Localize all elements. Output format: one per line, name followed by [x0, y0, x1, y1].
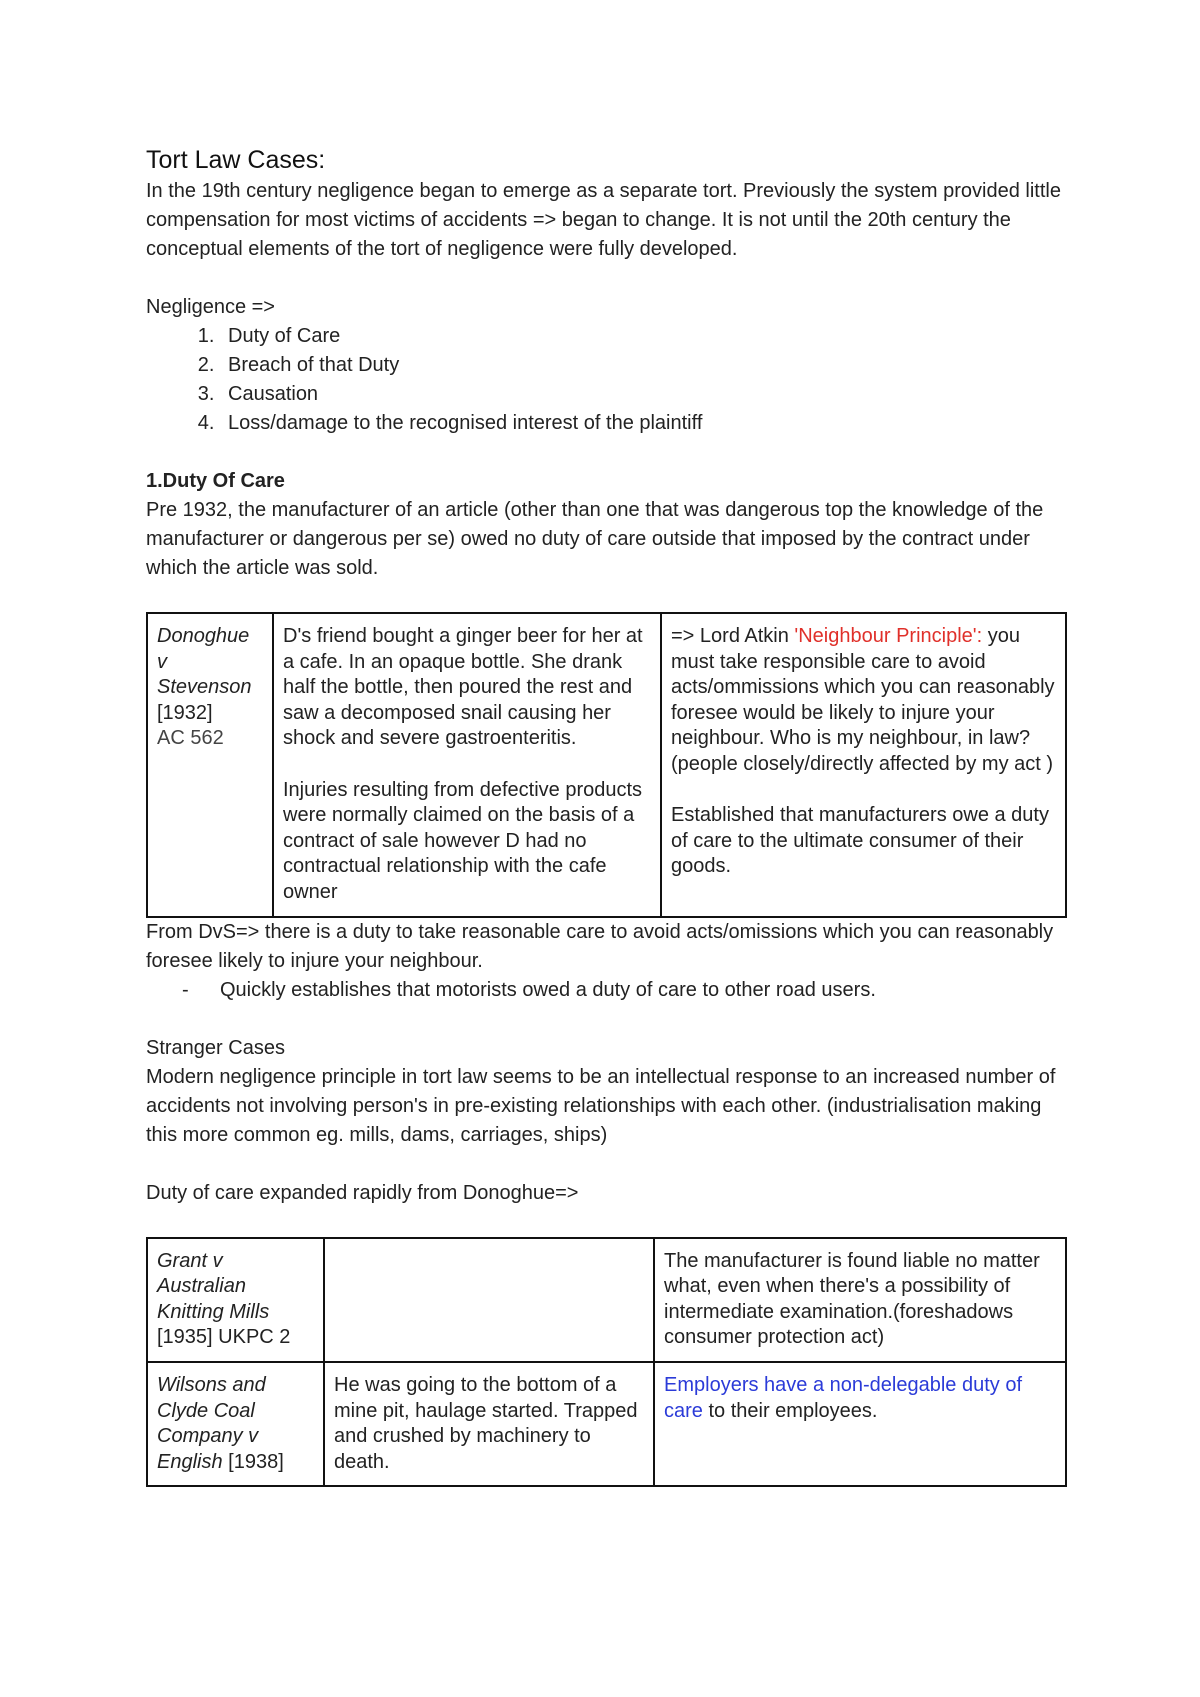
- expanded-cases-table: [146, 1237, 1067, 1488]
- case-citation: AC 562: [157, 727, 224, 750]
- page-title: Tort Law Cases:: [146, 146, 326, 174]
- expanded-paragraph: Duty of care expanded rapidly from Donoghue=>: [146, 1181, 579, 1204]
- principle-rest: to their employees.: [702, 1399, 878, 1422]
- case-principle-cell: [661, 613, 1066, 917]
- case-principle-cell: The manufacturer is found liable no matter what, even when there's a possibility of intermediate examination.(foreshadows consumer protection act): [654, 1238, 1066, 1362]
- principle-highlight: Employers have a non-delegable duty of care: [664, 1373, 1023, 1422]
- table-row: [147, 613, 1066, 917]
- case-facts-cell: [273, 613, 661, 917]
- case-citation: [1935] UKPC 2: [157, 1326, 291, 1349]
- principle-established: Established that manufacturers owe a duty of care to the ultimate consumer of their goods.: [671, 804, 1049, 878]
- case-name-cell: [147, 1238, 324, 1362]
- stranger-cases-paragraph: Modern negligence principle in tort law seems to be an intellectual response to an increased number of accidents not involving person's in pre-existing relationships with each other. (industrialisation making this more common eg. mills, dams, carriages, ships): [146, 1065, 1056, 1146]
- dash-list: [146, 976, 1066, 1005]
- case-facts-2: Injuries resulting from defective products were normally claimed on the basis of a contract of sale however D had no contractual relationship with the cafe owner: [283, 778, 643, 903]
- list-item: 3. Causation: [220, 380, 1066, 409]
- negligence-label: Negligence =>: [146, 296, 275, 318]
- list-item: [182, 976, 1066, 1005]
- case-name-cell: [147, 613, 273, 917]
- negligence-elements-list: [146, 322, 1066, 438]
- dash-bullet: -: [182, 978, 189, 1001]
- table-row: [147, 1238, 1066, 1362]
- dash-item-text: Quickly establishes that motorists owed a duty of care to other road users.: [220, 978, 876, 1001]
- case-year: [1932]: [157, 701, 213, 724]
- case-facts-cell: [324, 1238, 654, 1362]
- principle-prefix: => Lord Atkin: [671, 625, 795, 647]
- after-table-paragraph: From DvS=> there is a duty to take reasonable care to avoid acts/omissions which you can reasonably foresee likely to injure your neighbour.: [146, 920, 1054, 972]
- principle-text: you must take responsible care to avoid acts/ommissions which you can reasonably foresee would be likely to injure your neighbour. Who is my neighbour, in law? (people closely/directly affected by my act ): [671, 625, 1055, 775]
- case-facts-cell: He was going to the bottom of a mine pit, haulage started. Trapped and crushed by machinery to death.: [324, 1362, 654, 1486]
- case-year: [1938]: [222, 1450, 284, 1473]
- duty-of-care-paragraph: Pre 1932, the manufacturer of an article (other than one that was dangerous top the knowledge of the manufacturer or dangerous per se) owed no duty of care outside that imposed by the contract under which the article was sold.: [146, 499, 1044, 579]
- list-item: 4. Loss/damage to the recognised interest of the plaintiff: [220, 409, 1066, 438]
- list-item: 1. Duty of Care: [220, 322, 1066, 351]
- case-name-cell: [147, 1362, 324, 1486]
- list-item: 2. Breach of that Duty: [220, 351, 1066, 380]
- document-content: [146, 143, 1066, 1487]
- intro-paragraph: In the 19th century negligence began to emerge as a separate tort. Previously the system provided little compensation for most victims of accidents => began to change. It is not until the 20th century the conceptual elements of the tort of negligence were fully developed.: [146, 180, 1061, 260]
- donoghue-case-table: [146, 612, 1067, 918]
- stranger-cases-heading: Stranger Cases: [146, 1036, 285, 1059]
- case-facts-1: D's friend bought a ginger beer for her at a cafe. In an opaque bottle. She drank half the bottle, then poured the rest and saw a decomposed snail causing her shock and severe gastroenteritis.: [283, 625, 643, 750]
- case-name: Grant v Australian Knitting Mills: [157, 1249, 270, 1323]
- table-row: [147, 1362, 1066, 1486]
- neighbour-principle-label: 'Neighbour Principle':: [794, 625, 983, 647]
- case-name: Wilsons and Clyde Coal Company v English: [157, 1373, 266, 1473]
- duty-of-care-heading: 1.Duty Of Care: [146, 470, 285, 492]
- case-principle-cell: [654, 1362, 1066, 1486]
- case-name: Donoghue v Stevenson: [157, 625, 252, 699]
